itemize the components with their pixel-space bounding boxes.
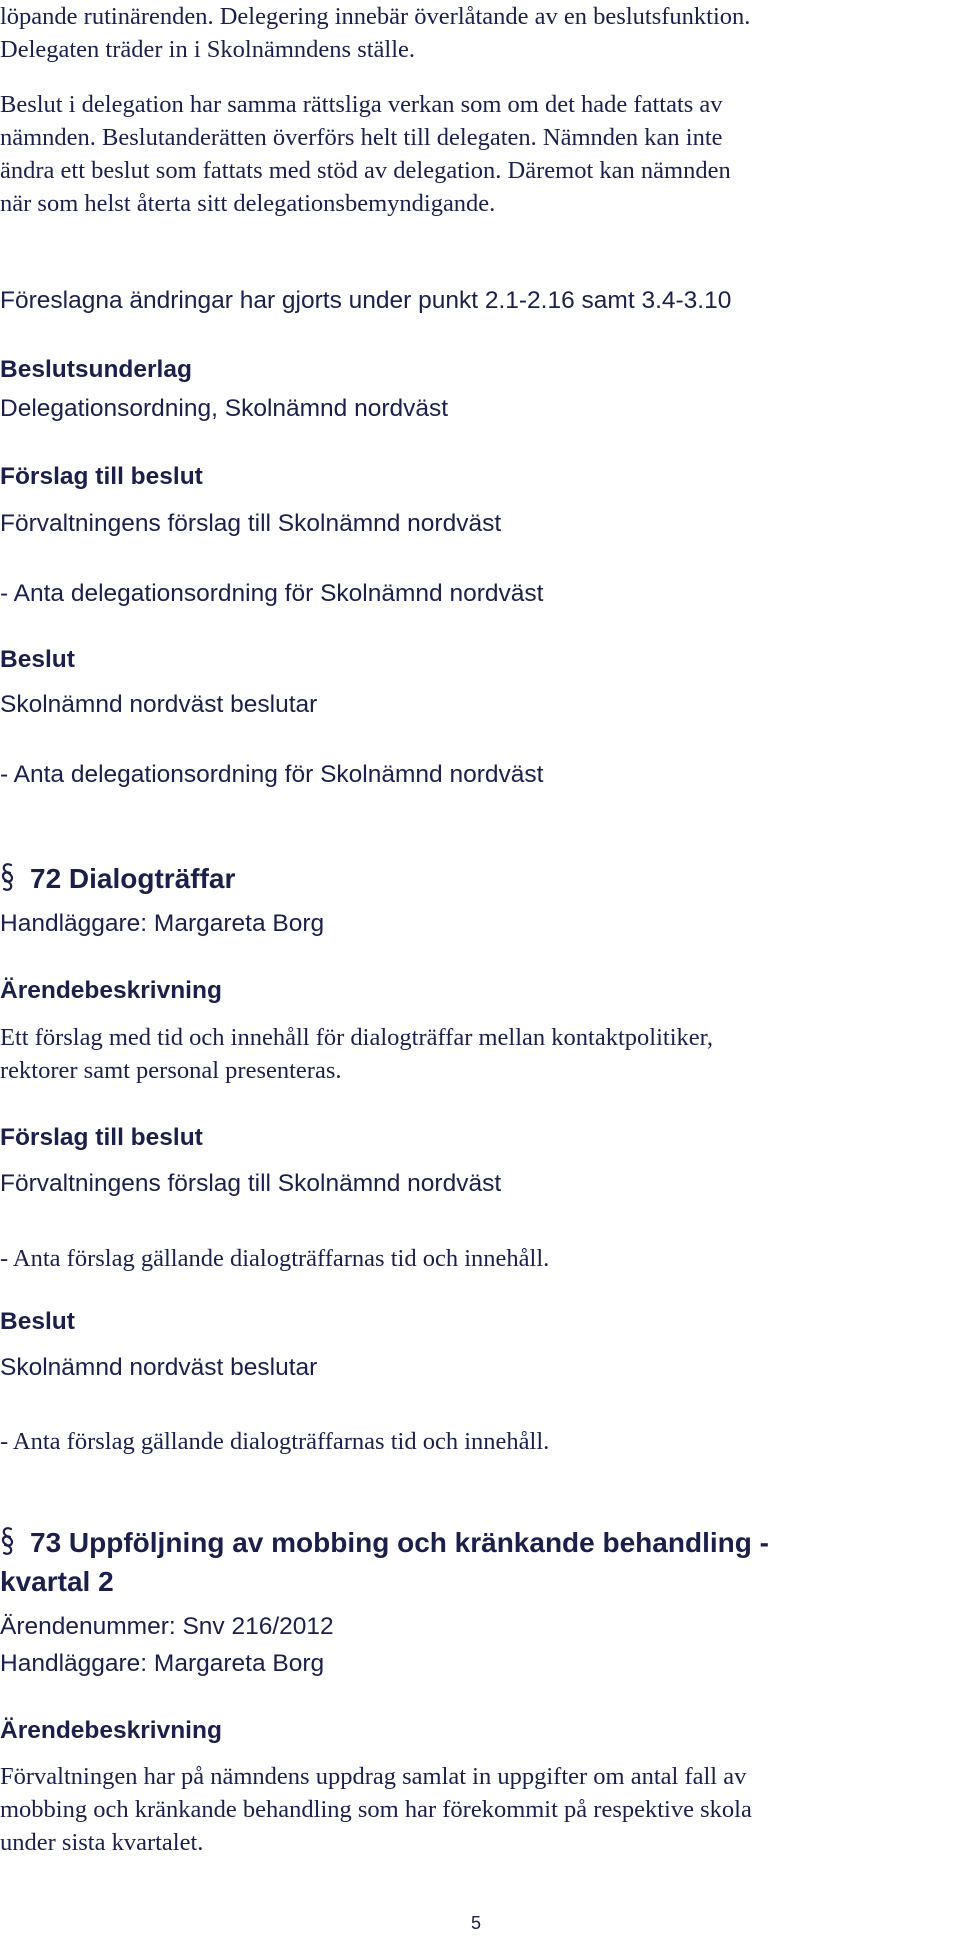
delegation-paragraph-line: nämnden. Beslutanderätten överförs helt till delegaten. Nämnden kan inte [0, 124, 723, 151]
forslag-point: - Anta delegationsordning för Skolnämnd nordväst [0, 580, 544, 607]
arendebeskrivning-line: Förvaltningen har på nämndens uppdrag samlat in uppgifter om antal fall av [0, 1763, 747, 1790]
forslag-heading: Förslag till beslut [0, 463, 203, 490]
forslag-text: Förvaltningens förslag till Skolnämnd nordväst [0, 1170, 502, 1197]
delegation-paragraph-line: Beslut i delegation har samma rättsliga verkan som om det hade fattats av [0, 91, 723, 118]
beslut-heading: Beslut [0, 1308, 75, 1335]
forslag-text: Förvaltningens förslag till Skolnämnd nordväst [0, 510, 502, 537]
intro-line: Delegaten träder in i Skolnämndens ställe. [0, 36, 416, 63]
item-72-title: 72 Dialogträffar [30, 863, 236, 894]
delegation-paragraph-line: ändra ett beslut som fattats med stöd av delegation. Däremot kan nämnden [0, 157, 731, 184]
arendebeskrivning-line: mobbing och kränkande behandling som har förekommit på respektive skola [0, 1796, 752, 1823]
beslutsunderlag-text: Delegationsordning, Skolnämnd nordväst [0, 395, 449, 422]
changes-note: Föreslagna ändringar har gjorts under punkt 2.1-2.16 samt 3.4-3.10 [0, 287, 732, 314]
handlaggare: Handläggare: Margareta Borg [0, 1650, 325, 1677]
forslag-heading: Förslag till beslut [0, 1124, 203, 1151]
forslag-point: - Anta förslag gällande dialogträffarnas tid och innehåll. [0, 1245, 550, 1272]
beslut-point: - Anta förslag gällande dialogträffarnas tid och innehåll. [0, 1428, 550, 1455]
beslut-text: Skolnämnd nordväst beslutar [0, 1354, 318, 1381]
arendebeskrivning-heading: Ärendebeskrivning [0, 1717, 222, 1744]
item-73-title-continued: kvartal 2 [0, 1566, 114, 1597]
page-number: 5 [471, 1913, 482, 1933]
section-sign-icon [0, 861, 15, 893]
beslutsunderlag-heading: Beslutsunderlag [0, 356, 192, 383]
section-sign-icon [0, 1525, 15, 1557]
arendebeskrivning-line: rektorer samt personal presenteras. [0, 1057, 342, 1084]
item-73-title: 73 Uppföljning av mobbing och kränkande behandling - [30, 1527, 769, 1558]
arendenummer: Ärendenummer: Snv 216/2012 [0, 1613, 334, 1640]
delegation-paragraph-line: när som helst återta sitt delegationsbemyndigande. [0, 190, 496, 217]
arendebeskrivning-line: under sista kvartalet. [0, 1829, 204, 1856]
intro-line: löpande rutinärenden. Delegering innebär överlåtande av en beslutsfunktion. [0, 3, 751, 30]
beslut-heading: Beslut [0, 646, 75, 673]
beslut-point: - Anta delegationsordning för Skolnämnd nordväst [0, 761, 544, 788]
arendebeskrivning-heading: Ärendebeskrivning [0, 977, 222, 1004]
handlaggare: Handläggare: Margareta Borg [0, 910, 325, 937]
arendebeskrivning-line: Ett förslag med tid och innehåll för dialogträffar mellan kontaktpolitiker, [0, 1024, 713, 1051]
beslut-text: Skolnämnd nordväst beslutar [0, 691, 318, 718]
